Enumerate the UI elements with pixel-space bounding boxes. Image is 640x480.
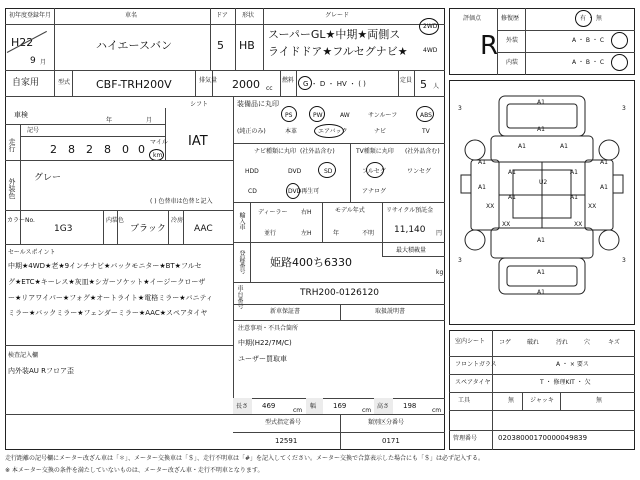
sales-label: セールスポイント xyxy=(8,249,56,256)
damage-label: A1 xyxy=(518,143,526,150)
damage-label: A1 xyxy=(537,237,545,244)
recycle-label: リサイクル預託金 xyxy=(386,207,434,214)
notes-line: ユーザー買取車 xyxy=(238,355,287,363)
sales-line: グ★ETC★キーレス★灰皿★シガーソケット★イージークローザ xyxy=(8,278,206,286)
fuel-selected-circle xyxy=(298,76,312,90)
year-label: 年 xyxy=(106,117,113,124)
recycle-value: 11,140 xyxy=(394,225,426,235)
shift-label: シフト xyxy=(190,101,209,108)
car-name: ハイエースバン xyxy=(96,39,173,52)
tv-analog: アナログ xyxy=(362,188,387,195)
grade-label: グレード xyxy=(325,12,350,19)
exterior-circle xyxy=(611,32,628,49)
airbag-circle xyxy=(314,124,344,138)
manual-label: 取扱説明書 xyxy=(375,308,406,315)
side-mark: 3 xyxy=(458,105,462,112)
color-note: ( ) 色替車は色替と記入 xyxy=(150,198,213,205)
length-value: 469 xyxy=(262,402,276,410)
color-value: グレー xyxy=(34,173,62,183)
use-type: 自家用 xyxy=(12,78,40,88)
notes-label: 注意事項・不具合箇所 xyxy=(238,325,299,332)
pw-circle xyxy=(309,106,325,122)
model-year-label: モデル年式 xyxy=(335,207,365,214)
shift-value: IAT xyxy=(188,134,208,149)
notes-line: 中期(H22/7M/C) xyxy=(238,339,292,347)
type-no-label: 型式指定番号 xyxy=(265,419,302,426)
model-year-unit: 年 xyxy=(333,230,340,237)
equip-leather: 本革 xyxy=(285,128,298,135)
damage-label: A1 xyxy=(600,159,608,166)
tools-value: 無 xyxy=(508,397,515,404)
seat-option: キズ xyxy=(608,339,620,346)
navi-cd: CD xyxy=(248,188,257,195)
first-reg-label: 初年度登録年月 xyxy=(9,12,52,19)
eval-score: R xyxy=(480,31,499,61)
repair-options: 有 ・ 無 xyxy=(580,15,602,22)
shape-label: 形状 xyxy=(242,12,255,19)
yen-unit: 円 xyxy=(436,230,443,237)
tv-note: (社外品含む) xyxy=(405,148,440,155)
damage-label: A1 xyxy=(537,269,545,276)
type-no-value: 12591 xyxy=(275,437,298,445)
grade-line2: ライドドア★フルセグナビ★ xyxy=(268,45,408,58)
model-year-unknown: 不明 xyxy=(362,230,375,237)
side-mark: 3 xyxy=(622,105,626,112)
class-no-label: 類別区分番号 xyxy=(368,419,405,426)
import-dealer: ディーラー xyxy=(258,209,288,216)
drive-4wd: 4WD xyxy=(423,47,438,54)
navi-dvd-play: DVD再生可 xyxy=(288,188,320,195)
abs-circle xyxy=(416,106,434,122)
navi-hdd: HDD xyxy=(245,168,259,175)
equip-aw: AW xyxy=(340,112,350,119)
side-mark: 3 xyxy=(458,257,462,264)
shape: HB xyxy=(239,39,255,52)
import-left-hand: 左H xyxy=(301,230,312,237)
month-label: 月 xyxy=(146,117,153,124)
navi-sd: SD xyxy=(324,168,333,175)
side-mark: 3 xyxy=(622,257,626,264)
mileage-digit: 8 xyxy=(68,143,75,156)
ps-circle xyxy=(281,106,297,122)
color-label: 外装色 xyxy=(8,178,16,199)
damage-label: A1 xyxy=(570,169,578,176)
spare-label: スペアタイヤ xyxy=(455,379,491,386)
equip-ps: PS xyxy=(285,112,293,119)
mileage-digit: 0 xyxy=(122,143,129,156)
ac-label: 冷房 xyxy=(171,217,184,224)
spare-options: T ・ 修理KIT ・ 欠 xyxy=(540,379,591,386)
mgmt-value: 02038000170000049839 xyxy=(498,434,588,442)
ac-value: AAC xyxy=(194,224,213,234)
mileage-digit: 2 xyxy=(50,143,57,156)
damage-label: XX xyxy=(588,203,597,210)
displacement-label: 排気量 xyxy=(199,77,218,84)
equipment-sub-label: (純正のみ) xyxy=(237,128,266,135)
jack-label: ジャッキ xyxy=(530,397,554,404)
mile-unit: マイル xyxy=(150,139,168,146)
height-cm: cm xyxy=(432,407,442,414)
capacity: 5 xyxy=(420,78,427,91)
fuel-options: G ・ D ・ HV ・ ( ) xyxy=(303,80,366,88)
first-reg-month: 9 xyxy=(30,56,36,66)
sales-line: ミラー★バックミラー★フェンダーミラー★AAC★スペアタイヤ xyxy=(8,309,208,317)
length-cm: cm xyxy=(293,407,303,414)
class-no-value: 0171 xyxy=(382,437,400,445)
first-reg-year: H22 xyxy=(11,36,34,49)
capacity-unit: 人 xyxy=(433,83,440,90)
displacement: 2000 xyxy=(232,78,260,91)
import-right-hand: 右H xyxy=(301,209,312,216)
doors-label: ドア xyxy=(216,12,228,19)
car-name-label: 車名 xyxy=(125,12,138,19)
inspector-label: 検査記入欄 xyxy=(8,352,39,359)
navi-label: ナビ種類に丸印 xyxy=(254,148,297,155)
length-label: 長さ xyxy=(236,403,249,410)
equip-tv: TV xyxy=(422,128,430,135)
mileage-digit: 2 xyxy=(86,143,93,156)
damage-label: A1 xyxy=(600,184,608,191)
width-label: 幅 xyxy=(310,403,317,410)
glass-label: フロントガラス xyxy=(455,361,497,368)
height-label: 高さ xyxy=(377,403,390,410)
registration-value: 姫路400ち6330 xyxy=(270,256,352,269)
fullseg-circle xyxy=(366,162,384,178)
equip-navi: ナビ xyxy=(374,128,387,135)
color-no-label: カラーNo. xyxy=(7,217,35,224)
damage-label: A1 xyxy=(478,159,486,166)
interior-value: ブラック xyxy=(130,224,166,234)
damage-label: A1 xyxy=(537,289,545,296)
import-parallel: 並行 xyxy=(264,230,277,237)
glass-options: A ・ × 要ス xyxy=(556,361,589,368)
warranty-label: 新車保証書 xyxy=(270,308,301,315)
vehicle-inspection-label: 車検 xyxy=(14,111,28,119)
grade-line1: スーパーGL★中期★両側ス xyxy=(268,28,401,41)
tv-fullseg: フルセグ xyxy=(362,168,386,175)
seat-option: 穴 xyxy=(584,339,591,346)
tools-label: 工具 xyxy=(458,397,471,404)
color-no: 1G3 xyxy=(54,224,73,234)
seat-option: 破れ xyxy=(527,339,540,346)
equip-sunroof: サンルーフ xyxy=(368,112,398,119)
mileage-digit: 0 xyxy=(138,143,145,156)
mileage-digit: 8 xyxy=(104,143,111,156)
sd-circle xyxy=(318,162,336,178)
seat-label: 室内シート xyxy=(455,338,486,345)
km-unit: km xyxy=(153,152,163,159)
eval-label: 評価点 xyxy=(463,15,482,22)
damage-label: A1 xyxy=(508,194,516,201)
interior-rating-options: A ・ B ・ C xyxy=(572,59,605,66)
drive-2wd: 2WD xyxy=(423,23,438,30)
equipment-label: 装備品に丸印 xyxy=(237,100,279,108)
kg-unit: kg xyxy=(436,269,444,276)
condition-table xyxy=(449,330,635,450)
model-label: 型式 xyxy=(58,79,71,86)
width-cm: cm xyxy=(362,407,372,414)
tv-label: TV種類に丸印 xyxy=(356,148,394,155)
equip-airbag: エアバック xyxy=(318,128,348,135)
damage-label: A1 xyxy=(537,126,545,133)
fuel-label: 燃料 xyxy=(282,77,295,84)
damage-label: A1 xyxy=(560,143,568,150)
chassis-value: TRH200-0126120 xyxy=(300,288,380,298)
height-value: 198 xyxy=(403,402,417,410)
damage-label: XX xyxy=(502,221,511,228)
month-unit: 月 xyxy=(40,59,47,66)
repair-label: 修復歴 xyxy=(501,15,520,22)
doors: 5 xyxy=(217,39,224,52)
damage-label: A1 xyxy=(537,99,545,106)
jack-value: 無 xyxy=(596,397,603,404)
mgmt-label: 管理番号 xyxy=(453,435,478,442)
damage-label: A1 xyxy=(508,169,516,176)
mileage-label: 走行 xyxy=(8,138,16,152)
width-value: 169 xyxy=(333,402,347,410)
sales-line: ー★リアワイパー★フォグ★オートライト★電格ミラー★バニティ xyxy=(8,294,213,302)
sales-line: 中期★4WD★老★9インチナビ★バックモニター★BT★フルセ xyxy=(8,262,202,270)
tv-oneseg: ワンセグ xyxy=(407,168,432,175)
chassis-label: 車台番号 xyxy=(236,285,243,309)
equip-pw: PW xyxy=(313,112,323,119)
interior-circle xyxy=(611,54,628,71)
cc-unit: cc xyxy=(266,85,273,92)
max-load-label: 最大積載量 xyxy=(396,247,427,254)
equip-abs: ABS xyxy=(420,112,432,119)
damage-label: U2 xyxy=(539,179,548,186)
exterior-options: A ・ B ・ C xyxy=(572,37,605,44)
repair-circle xyxy=(575,10,592,27)
dvd-play-circle xyxy=(286,183,300,199)
interior-label: 内装色 xyxy=(106,217,125,224)
seat-option: コゲ xyxy=(499,339,512,346)
damage-label: A1 xyxy=(570,194,578,201)
navi-note: (社外品含む) xyxy=(300,148,335,155)
navi-dvd: DVD xyxy=(288,168,302,175)
footer-note: 走行距離の記号欄にメーター改ざん車は「＊」、メーター交換車は「＄」、走行不明車は「#」を記入してください。メーター交換で合算表示した場合にも「＄」は必ず記入する。 xyxy=(5,455,485,462)
interior-rating-label: 内装 xyxy=(506,59,519,66)
model-code: CBF-TRH200V xyxy=(96,78,172,91)
exterior-label: 外装 xyxy=(506,37,519,44)
registration-label: 登録番号 xyxy=(238,250,245,274)
damage-label: XX xyxy=(574,221,583,228)
import-label: 輸入車 xyxy=(238,212,245,230)
inspector-note: 内外装AU Rフロア歪 xyxy=(8,367,75,375)
capacity-label: 定員 xyxy=(400,77,413,84)
digit-label: 記号 xyxy=(27,127,40,134)
damage-label: A1 xyxy=(478,184,486,191)
seat-option: 汚れ xyxy=(556,339,569,346)
damage-label: XX xyxy=(486,203,495,210)
footer-note: ※ 本メーター交換の条件を満たしていないものは、メーター改ざん車・走行不明車となります。 xyxy=(5,467,264,474)
